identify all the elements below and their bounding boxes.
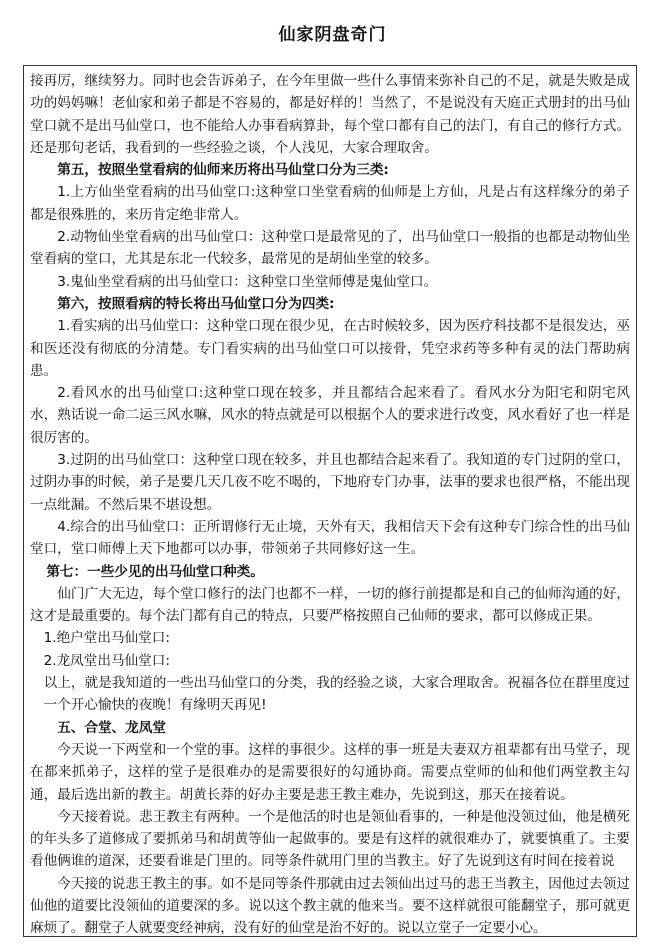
page-title: 仙家阴盘奇门 [278,25,387,45]
paragraph: 今天接着说。悲王教主有两种。一个是他活的时也是领仙看事的，一种是他没领过仙，他是横死的年头多了道修成了要抓弟马和胡黄等仙一起做事的。要是有这样的就很难办了，就要慎重了。主要看他俩谁的道深，还要看谁是门里的。同等条件就用门里的当教主。好了先说到这有时间在接着说 [30,808,630,870]
list-item: 2.龙凤堂出马仙堂口: [43,652,170,669]
list-item: 4.综合的出马仙堂口：正所谓修行无止境，天外有天，我相信天下会有这种专门综合性的出马仙堂口，堂口师傅上天下地都可以办事，带领弟子共同修好这一生。 [30,518,630,558]
document-body [23,65,637,937]
paragraph: 接再厉，继续努力。同时也会告诉弟子，在今年里做一些什么事情来弥补自己的不足，就是失败是成功的妈妈嘛！老仙家和弟子都是不容易的，都是好样的！当然了，不是说没有天庭正式册封的出马仙堂口就不是出马仙堂口，也不能给人办事看病算卦，每个堂口都有自己的法门，有自己的修行方式。还是那句老话，我看到的一些经验之谈，个人浅见，大家合理取舍。 [30,73,630,156]
paragraph: 以上，就是我知道的一些出马仙堂口的分类，我的经验之谈，大家合理取舍。祝福各位在群里度过一个开心愉快的夜晚！有缘明天再见! [43,675,630,714]
list-item: 3.过阴的出马仙堂口：这种堂口现在较多，并且也都结合起来看了。我知道的专门过阴的堂口，过阴办事的时候，弟子是要几天几夜不吃不喝的，下地府专门办事，法事的要求也很严格，不能出现一点纰漏。不然后果不堪设想。 [30,452,630,513]
list-item: 2.看风水的出马仙堂口:这种堂口现在较多，并且都结合起来看了。看风水分为阳宅和阴宅风水，熟话说一命二运三风水嘛，风水的特点就是可以根据个人的要求进行改变，风水看好了也一样是很厉害的。 [30,385,630,446]
list-item: 1.绝户堂出马仙堂口: [43,630,170,647]
section-heading: 第五，按照坐堂看病的仙师来历将出马仙堂口分为三类: [57,162,389,179]
paragraph: 仙门广大无边，每个堂口修行的法门也都不一样，一切的修行前提都是和自己的仙师沟通的好，这才是最重要的。每个法门都有自己的特点，只要严格按照自己仙师的要求，都可以修成正果。 [30,585,630,625]
list-item: 2.动物仙坐堂看病的出马仙堂口：这种堂口是最常见的了，出马仙堂口一般指的也都是动物仙坐堂看病的堂口，尤其是东北一代较多，最常见的是胡仙坐堂的较多。 [30,229,630,268]
paragraph: 今天说一下两堂和一个堂的事。这样的事很少。这样的事一班是夫妻双方祖辈都有出马堂子，现在都来抓弟子，这样的堂子是很难办的是需要很好的勾通协商。需要点堂师的仙和他们两堂教主勾通，最后选出新的教主。胡黄长莽的好办主要是悲王教主难办，先说到这，那天在接着说。 [30,741,630,803]
list-item: 1.上方仙坐堂看病的出马仙堂口:这种堂口坐堂看病的仙师是上方仙，凡是占有这样缘分的弟子都是很殊胜的，来历肯定绝非常人。 [30,184,630,223]
section-heading: 第六，按照看病的特长将出马仙堂口分为四类: [57,295,335,312]
list-item: 1.看实病的出马仙堂口：这种堂口现在很少见，在古时候较多，因为医疗科技都不是很发达，巫和医还没有彻底的分清楚。专门看实病的出马仙堂口可以接骨，凭空求药等多种有灵的法门帮助病患。 [30,318,630,379]
paragraph: 今天接的说悲王教主的事。如不是同等条件那就由过去领仙出过马的悲王当教主，因他过去领过仙他的道要比没领仙的道要深的多。说以这个教主就的他来当。要不这样就很可能翻堂子，那可就更麻烦了。翻堂子人就要变经神病，没有好的仙堂是治不好的。说以立堂子一定要小心。 [30,875,630,937]
section-heading: 第七：一些少见的出马仙堂口种类。 [46,563,264,580]
section-heading: 五、合堂、龙凤堂 [57,719,166,736]
list-item: 3.鬼仙坐堂看病的出马仙堂口：这种堂口坐堂师傅是鬼仙堂口。 [57,273,438,290]
